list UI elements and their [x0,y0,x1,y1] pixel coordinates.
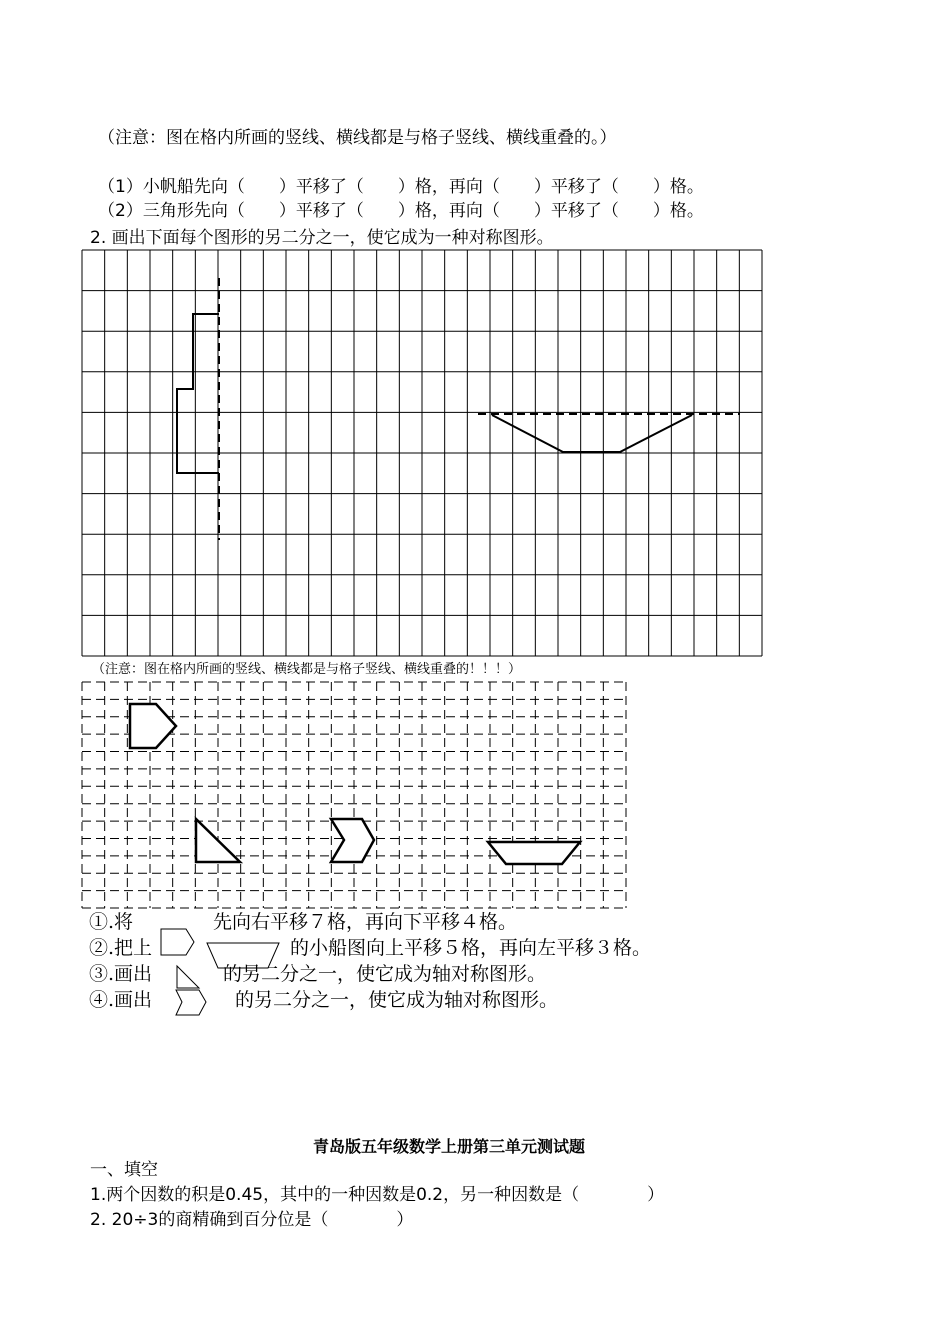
grid-solid [82,250,762,656]
question-symmetry: 2. 画出下面每个图形的另二分之一，使它成为一种对称图形。 [90,228,554,248]
fill-question-2: 2. 20÷3的商精确到百分位是（ ） [90,1210,414,1230]
task3-prefix: ③.画出 [89,963,153,985]
fill-question-1: 1.两个因数的积是0.45，其中的一种因数是0.2，另一种因数是（ ） [90,1185,665,1205]
pentagon-icon [161,929,194,955]
task3-text: 的另二分之一，使它成为轴对称图形。 [223,963,547,985]
task2-prefix: ②.把上 [89,937,153,959]
question-sailboat-translation: （1）小帆船先向（ ）平移了（ ）格，再向（ ）平移了（ ）格。 [98,177,704,197]
question-triangle-translation: （2）三角形先向（ ）平移了（ ）格，再向（ ）平移了（ ）格。 [98,201,704,221]
task4-text: 的另二分之一，使它成为轴对称图形。 [235,989,559,1011]
test-title: 青岛版五年级数学上册第三单元测试题 [313,1137,586,1156]
half-shape-staircase [177,278,219,540]
task1-prefix: ①.将 [89,911,134,933]
task4-prefix: ④.画出 [89,989,153,1011]
section-fill-blank: 一、填空 [90,1160,158,1180]
triangle-icon [177,966,199,988]
task2-text: 的小船图向上平移５格，再向左平移３格。 [290,937,652,959]
note-grid-lines: （注意：图在格内所画的竖线、横线都是与格子竖线、横线重叠的。） [98,128,617,148]
note-grid-lines-emphasis: （注意：图在格内所画的竖线、横线都是与格子竖线、横线重叠的！！！） [92,662,522,677]
task1-text: 先向右平移７格，再向下平移４格。 [213,911,518,933]
half-shape-trapezoid [478,414,740,452]
boat-trapezoid-shape [488,842,580,864]
chevron-icon [176,990,206,1015]
pentagon-shape [130,704,176,748]
